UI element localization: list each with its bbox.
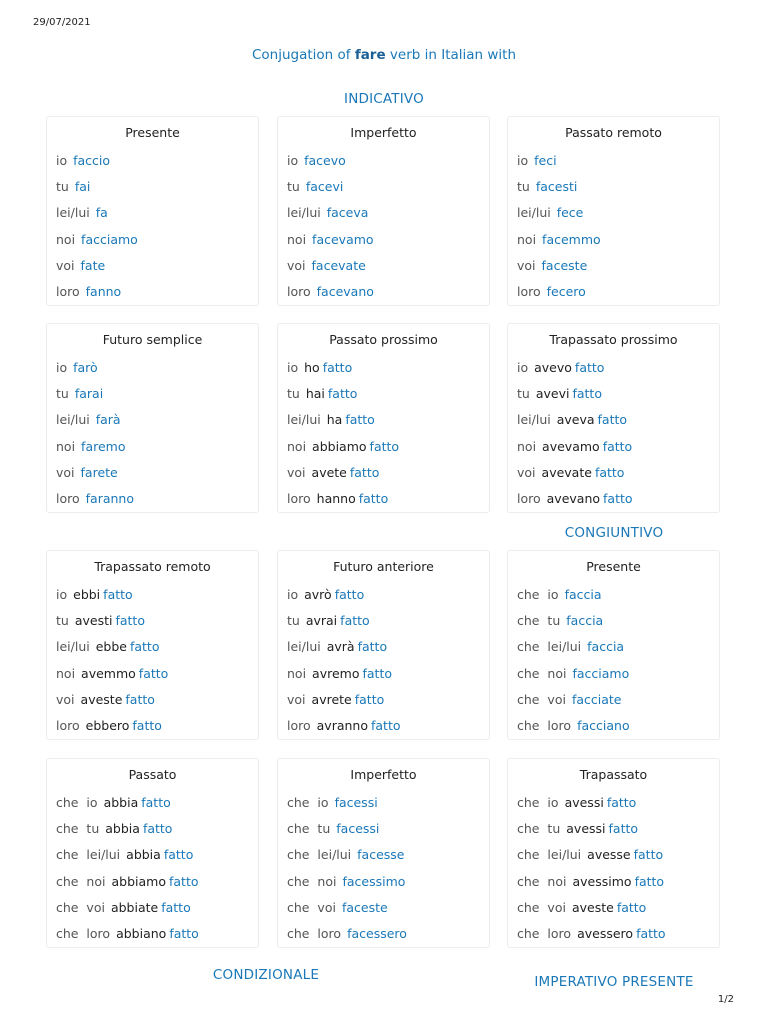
conjugation-card bbox=[277, 550, 490, 740]
card-title: Passato bbox=[128, 767, 177, 782]
pronoun: loro bbox=[56, 718, 80, 733]
conjugation-row bbox=[287, 412, 375, 427]
pronoun: che loro bbox=[287, 926, 342, 941]
verb-form: fate bbox=[80, 258, 106, 273]
conjugation-row bbox=[56, 666, 168, 681]
conjugation-row bbox=[56, 847, 193, 862]
auxiliary-verb: avessimo bbox=[572, 874, 632, 889]
verb-form: fatto bbox=[138, 666, 169, 681]
pronoun: che noi bbox=[517, 874, 567, 889]
verb-form: fa bbox=[95, 205, 108, 220]
pronoun: che tu bbox=[287, 821, 331, 836]
verb-form: fatto bbox=[358, 491, 389, 506]
conjugation-row bbox=[287, 926, 407, 941]
card-title: Passato prossimo bbox=[329, 332, 438, 347]
conjugation-card bbox=[507, 116, 720, 306]
pronoun: loro bbox=[517, 491, 541, 506]
pronoun: voi bbox=[287, 465, 306, 480]
pronoun: io bbox=[56, 153, 68, 168]
conjugation-row bbox=[56, 284, 121, 299]
card-title: Futuro semplice bbox=[102, 332, 203, 347]
conjugation-row bbox=[56, 153, 110, 168]
auxiliary-verb: avesti bbox=[74, 613, 113, 628]
pronoun: voi bbox=[517, 258, 536, 273]
pronoun: che loro bbox=[56, 926, 111, 941]
pronoun: che io bbox=[517, 795, 559, 810]
pronoun: che tu bbox=[56, 821, 100, 836]
verb-form: fatto bbox=[168, 874, 199, 889]
conjugation-row bbox=[287, 258, 366, 273]
verb-form: fatto bbox=[349, 465, 380, 480]
verb-form: facemmo bbox=[542, 232, 601, 247]
conjugation-row bbox=[287, 284, 374, 299]
conjugation-row bbox=[287, 587, 364, 602]
conjugation-row bbox=[287, 900, 388, 915]
pronoun: lei/lui bbox=[56, 412, 90, 427]
pronoun: che loro bbox=[517, 926, 572, 941]
pronoun: tu bbox=[56, 179, 69, 194]
conjugation-card bbox=[277, 116, 490, 306]
verb-form: facessimo bbox=[342, 874, 406, 889]
conjugation-row bbox=[517, 284, 586, 299]
conjugation-row bbox=[56, 258, 105, 273]
verb-form: fatto bbox=[142, 821, 173, 836]
verb-form: fatto bbox=[163, 847, 194, 862]
conjugation-row bbox=[56, 639, 159, 654]
verb-form: fatto bbox=[322, 360, 353, 375]
verb-form: fatto bbox=[634, 874, 665, 889]
pronoun: io bbox=[517, 360, 529, 375]
pronoun: loro bbox=[56, 491, 80, 506]
verb-form: fatto bbox=[362, 666, 392, 681]
auxiliary-verb: abbiamo bbox=[111, 874, 166, 889]
conjugation-card bbox=[507, 758, 720, 948]
pronoun: io bbox=[287, 587, 299, 602]
verb-form: fatto bbox=[345, 412, 375, 427]
conjugation-row bbox=[517, 232, 601, 247]
conjugation-row bbox=[287, 491, 388, 506]
pronoun: io bbox=[287, 153, 299, 168]
pronoun: che voi bbox=[517, 692, 566, 707]
verb-form: fatto bbox=[354, 692, 385, 707]
conjugation-card bbox=[46, 758, 259, 948]
verb-form: fatto bbox=[169, 926, 199, 941]
pronoun: noi bbox=[56, 666, 76, 681]
conjugation-row bbox=[56, 900, 191, 915]
conjugation-card bbox=[46, 116, 259, 306]
card-title: Presente bbox=[586, 559, 641, 574]
conjugation-row bbox=[56, 821, 172, 836]
conjugation-row bbox=[56, 874, 199, 889]
auxiliary-verb: abbiamo bbox=[312, 439, 367, 454]
conjugation-row bbox=[517, 153, 557, 168]
conjugation-row bbox=[287, 386, 357, 401]
pronoun: che lei/lui bbox=[56, 847, 121, 862]
pronoun: noi bbox=[517, 232, 537, 247]
verb-form: facesti bbox=[535, 179, 578, 194]
verb-form: farò bbox=[73, 360, 98, 375]
conjugation-row bbox=[517, 795, 636, 810]
conjugation-row bbox=[287, 639, 387, 654]
card-title: Imperfetto bbox=[350, 767, 417, 782]
conjugation-row bbox=[56, 926, 199, 941]
auxiliary-verb: avevo bbox=[534, 360, 572, 375]
pronoun: che tu bbox=[517, 613, 561, 628]
conjugation-row bbox=[56, 587, 133, 602]
conjugation-row bbox=[517, 847, 663, 862]
pronoun: loro bbox=[287, 284, 311, 299]
auxiliary-verb: avevano bbox=[546, 491, 601, 506]
verb-form: fatto bbox=[608, 821, 639, 836]
conjugation-row bbox=[517, 718, 630, 733]
auxiliary-verb: ebbero bbox=[85, 718, 130, 733]
conjugation-row bbox=[56, 412, 121, 427]
card-title: Passato remoto bbox=[565, 125, 662, 140]
card-title: Trapassato bbox=[579, 767, 648, 782]
verb-form: fatto bbox=[103, 587, 133, 602]
card-title: Imperfetto bbox=[350, 125, 417, 140]
auxiliary-verb: abbia bbox=[126, 847, 161, 862]
pronoun: loro bbox=[287, 718, 311, 733]
title-prefix: Conjugation of bbox=[251, 47, 355, 63]
auxiliary-verb: avremo bbox=[312, 666, 360, 681]
pronoun: io bbox=[517, 153, 529, 168]
section-congiuntivo: CONGIUNTIVO bbox=[564, 525, 664, 541]
pronoun: tu bbox=[287, 179, 300, 194]
card-title: Trapassato remoto bbox=[94, 559, 211, 574]
auxiliary-verb: avrete bbox=[311, 692, 352, 707]
conjugation-card bbox=[507, 323, 720, 513]
section-imperativo-presente: IMPERATIVO PRESENTE bbox=[534, 974, 694, 990]
verb-form: fatto bbox=[161, 900, 191, 915]
pronoun: lei/lui bbox=[517, 205, 551, 220]
conjugation-row bbox=[287, 847, 405, 862]
pronoun: noi bbox=[56, 232, 76, 247]
card-title: Futuro anteriore bbox=[333, 559, 434, 574]
verb-form: fatto bbox=[115, 613, 145, 628]
auxiliary-verb: avemmo bbox=[81, 666, 136, 681]
verb-form: fatto bbox=[636, 926, 666, 941]
conjugation-row bbox=[56, 205, 108, 220]
verb-form: fatto bbox=[602, 439, 633, 454]
conjugation-row bbox=[56, 795, 171, 810]
verb-form: facessero bbox=[347, 926, 407, 941]
verb-form: fece bbox=[556, 205, 584, 220]
auxiliary-verb: avessi bbox=[566, 821, 606, 836]
conjugation-row bbox=[56, 465, 118, 480]
conjugation-row bbox=[287, 821, 379, 836]
verb-form: fatto bbox=[594, 465, 625, 480]
pronoun: noi bbox=[517, 439, 537, 454]
verb-form: facevo bbox=[304, 153, 346, 168]
auxiliary-verb: avrò bbox=[304, 587, 332, 602]
conjugation-row bbox=[517, 874, 664, 889]
pronoun: che noi bbox=[56, 874, 106, 889]
conjugation-row bbox=[287, 153, 346, 168]
pronoun: noi bbox=[56, 439, 76, 454]
conjugation-card bbox=[46, 550, 259, 740]
verb-form: faceste bbox=[341, 900, 388, 915]
pronoun: che lei/lui bbox=[517, 639, 582, 654]
verb-form: facevamo bbox=[312, 232, 374, 247]
auxiliary-verb: abbia bbox=[105, 821, 140, 836]
pronoun: che lei/lui bbox=[517, 847, 582, 862]
conjugation-card bbox=[277, 758, 490, 948]
conjugation-row bbox=[517, 613, 603, 628]
verb-form: fatto bbox=[371, 718, 401, 733]
pronoun: voi bbox=[56, 258, 75, 273]
conjugation-row bbox=[517, 900, 646, 915]
pronoun: lei/lui bbox=[287, 412, 321, 427]
verb-form: facciate bbox=[571, 692, 622, 707]
conjugation-row bbox=[287, 465, 379, 480]
pronoun: che voi bbox=[287, 900, 336, 915]
auxiliary-verb: abbiate bbox=[110, 900, 159, 915]
verb-form: fatto bbox=[327, 386, 358, 401]
auxiliary-verb: aveste bbox=[80, 692, 123, 707]
auxiliary-verb: avessero bbox=[577, 926, 634, 941]
auxiliary-verb: avrà bbox=[326, 639, 355, 654]
conjugation-row bbox=[517, 439, 632, 454]
verb-form: facessi bbox=[334, 795, 378, 810]
auxiliary-verb: ha bbox=[326, 412, 343, 427]
section-indicativo: INDICATIVO bbox=[344, 91, 424, 107]
conjugation-row bbox=[56, 613, 145, 628]
conjugation-row bbox=[56, 360, 98, 375]
verb-form: facciamo bbox=[81, 232, 138, 247]
conjugation-card bbox=[507, 550, 720, 740]
verb-form: fatto bbox=[340, 613, 370, 628]
verb-form: fecero bbox=[546, 284, 586, 299]
conjugation-row bbox=[517, 692, 621, 707]
pronoun: che io bbox=[56, 795, 98, 810]
conjugation-row bbox=[287, 439, 399, 454]
pronoun: che noi bbox=[287, 874, 337, 889]
auxiliary-verb: ebbe bbox=[95, 639, 127, 654]
verb-form: facciano bbox=[577, 718, 630, 733]
conjugation-row bbox=[517, 258, 587, 273]
pronoun: tu bbox=[56, 613, 69, 628]
verb-form: fatto bbox=[334, 587, 365, 602]
conjugation-card bbox=[277, 323, 490, 513]
pronoun: che tu bbox=[517, 821, 561, 836]
verb-form: fatto bbox=[574, 360, 605, 375]
pronoun: tu bbox=[517, 386, 530, 401]
conjugation-row bbox=[517, 821, 638, 836]
pronoun: loro bbox=[287, 491, 311, 506]
verb-form: farai bbox=[74, 386, 104, 401]
auxiliary-verb: ho bbox=[304, 360, 320, 375]
verb-form: fatto bbox=[369, 439, 400, 454]
verb-form: faranno bbox=[85, 491, 134, 506]
pronoun: che lei/lui bbox=[287, 847, 352, 862]
verb-form: fatto bbox=[129, 639, 160, 654]
print-date: 29/07/2021 bbox=[33, 17, 91, 28]
auxiliary-verb: ebbi bbox=[73, 587, 101, 602]
conjugation-row bbox=[517, 179, 577, 194]
pronoun: voi bbox=[56, 692, 75, 707]
verb-form: farete bbox=[80, 465, 118, 480]
auxiliary-verb: avesse bbox=[587, 847, 631, 862]
verb-form: farà bbox=[95, 412, 121, 427]
pronoun: che noi bbox=[517, 666, 567, 681]
pronoun: loro bbox=[517, 284, 541, 299]
pronoun: che io bbox=[287, 795, 329, 810]
conjugation-row bbox=[56, 692, 155, 707]
verb-form: fatto bbox=[572, 386, 602, 401]
conjugation-row bbox=[517, 491, 633, 506]
verb-form: fai bbox=[74, 179, 91, 194]
verb-form: faceva bbox=[326, 205, 369, 220]
conjugation-row bbox=[56, 439, 126, 454]
pronoun: noi bbox=[287, 666, 307, 681]
conjugation-row bbox=[287, 666, 392, 681]
pronoun: tu bbox=[517, 179, 530, 194]
pronoun: lei/lui bbox=[287, 639, 321, 654]
verb-form: fatto bbox=[357, 639, 388, 654]
pronoun: lei/lui bbox=[517, 412, 551, 427]
pronoun: io bbox=[56, 360, 68, 375]
verb-form: facessi bbox=[336, 821, 380, 836]
pronoun: io bbox=[287, 360, 299, 375]
verb-form: facevi bbox=[305, 179, 344, 194]
verb-form: feci bbox=[534, 153, 557, 168]
conjugation-row bbox=[287, 205, 368, 220]
auxiliary-verb: avevamo bbox=[542, 439, 600, 454]
verb-form: fatto bbox=[132, 718, 162, 733]
auxiliary-verb: hai bbox=[305, 386, 325, 401]
auxiliary-verb: abbia bbox=[103, 795, 139, 810]
card-title: Presente bbox=[125, 125, 180, 140]
conjugation-row bbox=[517, 587, 602, 602]
pronoun: loro bbox=[56, 284, 80, 299]
auxiliary-verb: aveste bbox=[571, 900, 614, 915]
pronoun: tu bbox=[287, 386, 300, 401]
auxiliary-verb: avevi bbox=[535, 386, 570, 401]
conjugation-row bbox=[287, 874, 405, 889]
pronoun: voi bbox=[287, 692, 306, 707]
conjugation-row bbox=[56, 179, 90, 194]
title-suffix: verb in Italian with bbox=[385, 47, 517, 63]
pronoun: tu bbox=[56, 386, 69, 401]
conjugation-row bbox=[56, 232, 138, 247]
pronoun: che voi bbox=[517, 900, 566, 915]
auxiliary-verb: avete bbox=[311, 465, 347, 480]
verb-form: faccio bbox=[73, 153, 111, 168]
verb-form: fatto bbox=[597, 412, 628, 427]
conjugation-row bbox=[287, 795, 378, 810]
conjugation-row bbox=[517, 360, 604, 375]
auxiliary-verb: avevate bbox=[541, 465, 592, 480]
verb-form: fatto bbox=[125, 692, 155, 707]
auxiliary-verb: avrai bbox=[305, 613, 338, 628]
verb-form: fanno bbox=[85, 284, 122, 299]
verb-form: faceste bbox=[541, 258, 588, 273]
conjugation-card bbox=[46, 323, 259, 513]
pronoun: io bbox=[56, 587, 68, 602]
conjugation-row bbox=[287, 360, 352, 375]
pronoun: che voi bbox=[56, 900, 105, 915]
pronoun: lei/lui bbox=[287, 205, 321, 220]
conjugation-row bbox=[287, 692, 384, 707]
pronoun: che io bbox=[517, 587, 559, 602]
verb-form: fatto bbox=[633, 847, 664, 862]
verb-form: faremo bbox=[81, 439, 126, 454]
pronoun: voi bbox=[517, 465, 536, 480]
auxiliary-verb: abbiano bbox=[116, 926, 167, 941]
verb-form: faccia bbox=[566, 613, 604, 628]
auxiliary-verb: avessi bbox=[564, 795, 604, 810]
pronoun: voi bbox=[56, 465, 75, 480]
conjugation-row bbox=[56, 491, 134, 506]
pronoun: lei/lui bbox=[56, 205, 90, 220]
section-condizionale: CONDIZIONALE bbox=[212, 967, 320, 983]
pronoun: voi bbox=[287, 258, 306, 273]
page-title bbox=[0, 47, 768, 63]
verb-form: fatto bbox=[606, 795, 637, 810]
verb-form: facciamo bbox=[572, 666, 630, 681]
conjugation-row bbox=[287, 179, 343, 194]
conjugation-row bbox=[517, 926, 666, 941]
pronoun: noi bbox=[287, 439, 307, 454]
pronoun: lei/lui bbox=[56, 639, 90, 654]
verb-form: facevate bbox=[311, 258, 366, 273]
pronoun: noi bbox=[287, 232, 307, 247]
verb-form: fatto bbox=[616, 900, 647, 915]
conjugation-row bbox=[287, 718, 401, 733]
verb-form: fatto bbox=[603, 491, 633, 506]
auxiliary-verb: avranno bbox=[316, 718, 368, 733]
conjugation-row bbox=[517, 386, 602, 401]
conjugation-row bbox=[517, 465, 624, 480]
auxiliary-verb: hanno bbox=[316, 491, 356, 506]
verb-form: faccia bbox=[564, 587, 602, 602]
conjugation-row bbox=[517, 666, 629, 681]
conjugation-row bbox=[517, 412, 627, 427]
conjugation-row bbox=[56, 718, 162, 733]
conjugation-row bbox=[287, 613, 370, 628]
conjugation-row bbox=[56, 386, 103, 401]
verb-form: fatto bbox=[141, 795, 171, 810]
auxiliary-verb: aveva bbox=[556, 412, 595, 427]
verb-form: facevano bbox=[316, 284, 374, 299]
card-title: Trapassato prossimo bbox=[549, 332, 678, 347]
pronoun: che loro bbox=[517, 718, 572, 733]
verb-form: facesse bbox=[357, 847, 405, 862]
conjugation-row bbox=[517, 639, 624, 654]
pronoun: tu bbox=[287, 613, 300, 628]
verb-form: faccia bbox=[587, 639, 625, 654]
title-verb: fare bbox=[354, 47, 386, 63]
conjugation-row bbox=[287, 232, 374, 247]
page-number: 1/2 bbox=[717, 994, 734, 1005]
conjugation-row bbox=[517, 205, 583, 220]
